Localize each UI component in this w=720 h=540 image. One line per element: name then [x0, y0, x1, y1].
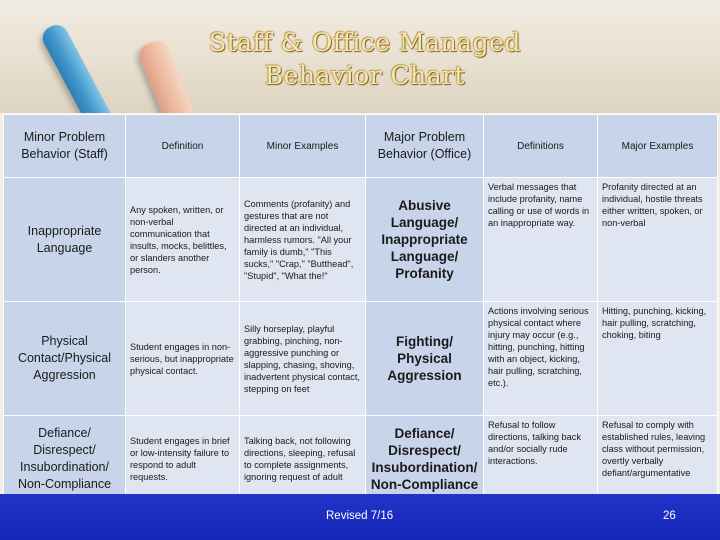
major-examples-cell: Profanity directed at an individual, hostile threats either written, spoken, or non-verbal	[598, 178, 718, 302]
header-minor-examples: Minor Examples	[240, 115, 366, 178]
table-row	[4, 416, 718, 502]
behavior-chart-table	[3, 114, 718, 502]
header-minor-problem: Minor Problem Behavior (Staff)	[4, 115, 126, 178]
table-row	[4, 178, 718, 302]
table-row	[4, 302, 718, 416]
header-definition: Definition	[126, 115, 240, 178]
major-examples-cell: Refusal to comply with established rules, leaving class without permission, overtly verbally defiant/argumentative	[598, 416, 718, 502]
title-line-1: Staff & Office Managed	[209, 28, 521, 57]
definitions-cell: Verbal messages that include profanity, name calling or use of words in an inappropriate way.	[484, 178, 598, 302]
blue-chalk-image	[39, 21, 123, 113]
major-examples-cell: Hitting, punching, kicking, hair pulling, scratching, choking, biting	[598, 302, 718, 416]
page-title	[150, 26, 580, 92]
minor-behavior-cell: Physical Contact/Physical Aggression	[4, 302, 126, 416]
definition-cell: Any spoken, written, or non-verbal communication that insults, mocks, belittles, or slanders another person.	[126, 178, 240, 302]
header-major-problem: Major Problem Behavior (Office)	[366, 115, 484, 178]
major-behavior-cell: Abusive Language/ Inappropriate Language/ Profanity	[366, 178, 484, 302]
footer-bar	[0, 494, 720, 540]
minor-examples-cell: Silly horseplay, playful grabbing, pinching, non-aggressive punching or slapping, chasing, shoving, inadvertent physical contact, stepping on feet	[240, 302, 366, 416]
header-background	[0, 0, 720, 113]
page-number: 26	[663, 510, 676, 522]
header-major-examples: Major Examples	[598, 115, 718, 178]
revised-date: Revised 7/16	[326, 510, 394, 522]
definitions-cell: Refusal to follow directions, talking back and/or socially rude interactions.	[484, 416, 598, 502]
major-behavior-cell: Defiance/ Disrespect/ Insubordination/ Non-Compliance	[366, 416, 484, 502]
header-row	[4, 115, 718, 178]
minor-behavior-cell: Defiance/ Disrespect/ Insubordination/ Non-Compliance	[4, 416, 126, 502]
header-definitions: Definitions	[484, 115, 598, 178]
minor-examples-cell: Talking back, not following directions, sleeping, refusal to complete assignments, ignoring request of adult	[240, 416, 366, 502]
definition-cell: Student engages in non-serious, but inappropriate physical contact.	[126, 302, 240, 416]
minor-examples-cell: Comments (profanity) and gestures that are not directed at an individual, harmless rumors. "All your family is dumb," "This sucks," "Crap," "Butthead", "Stupid", "What the!"	[240, 178, 366, 302]
title-line-2: Behavior Chart	[264, 61, 466, 90]
definition-cell: Student engages in brief or low-intensity failure to respond to adult requests.	[126, 416, 240, 502]
definitions-cell: Actions involving serious physical contact where injury may occur (e.g., hitting, punching, hitting with an object, kicking, hair pulling, scratching, etc.).	[484, 302, 598, 416]
major-behavior-cell: Fighting/ Physical Aggression	[366, 302, 484, 416]
minor-behavior-cell: Inappropriate Language	[4, 178, 126, 302]
